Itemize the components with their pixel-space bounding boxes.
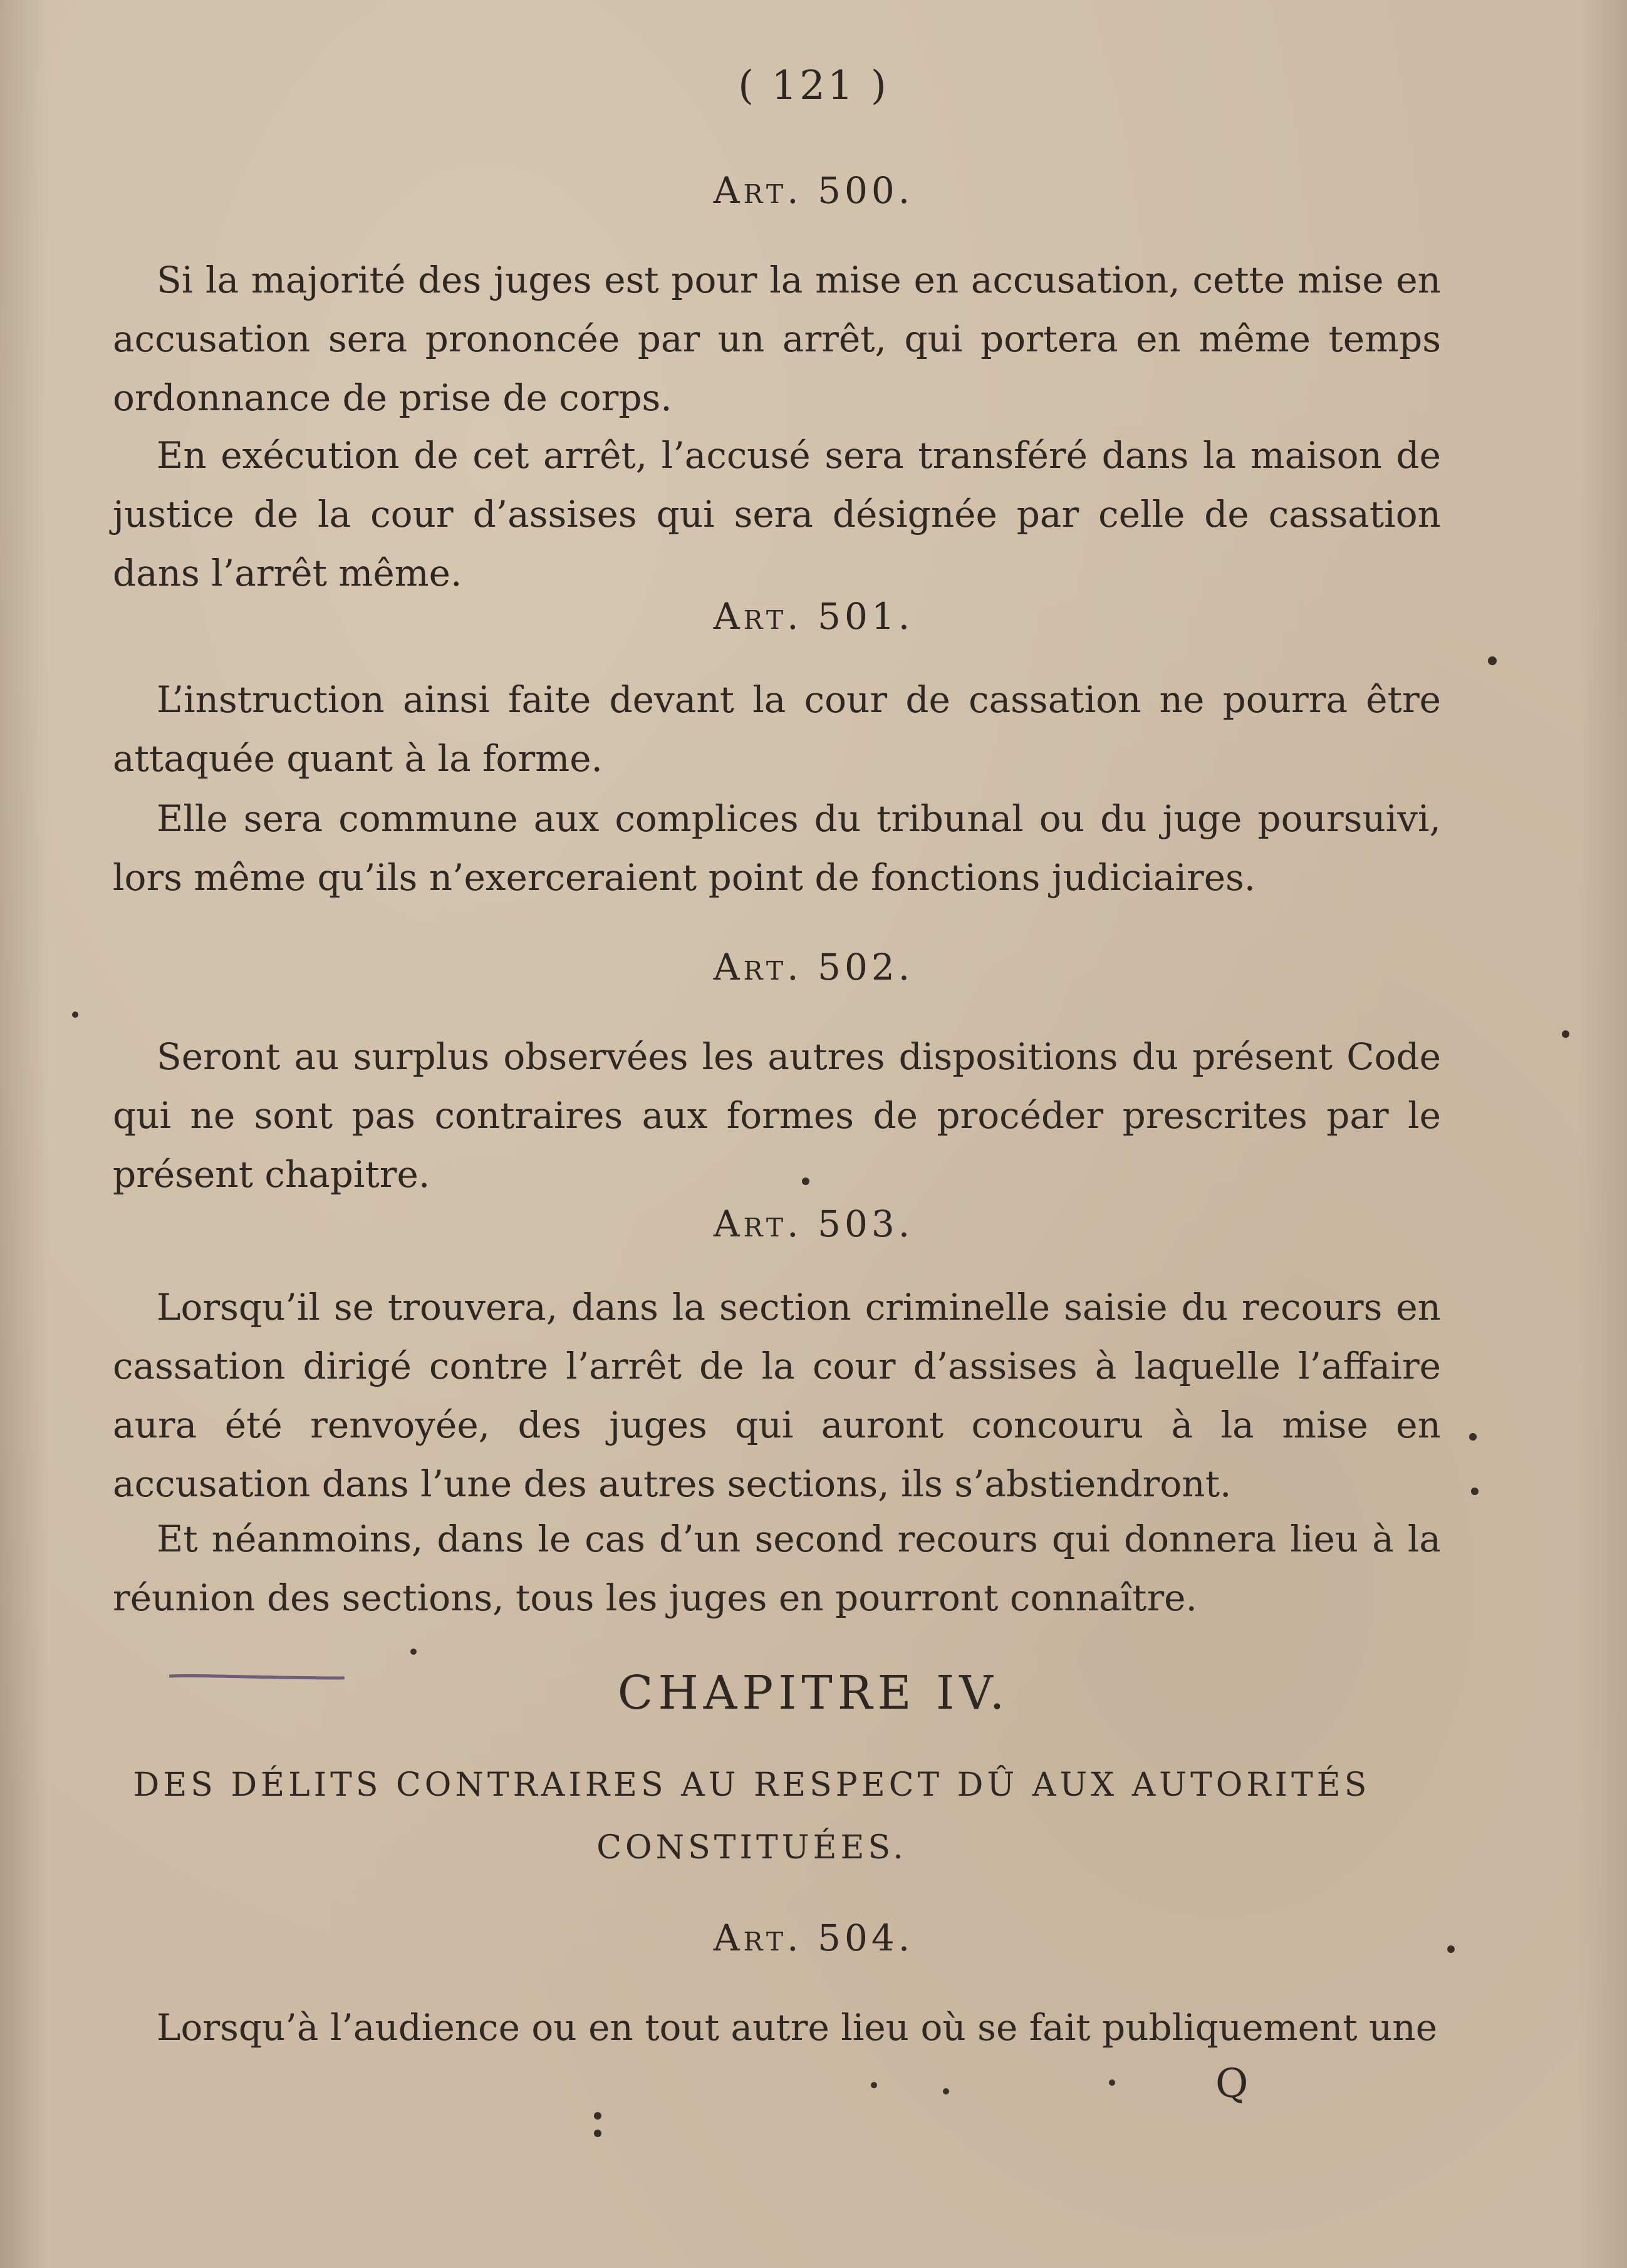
ink-speck [943,2088,949,2095]
ink-speck [1471,1488,1479,1495]
ink-speck [594,2112,601,2120]
article-503-heading [0,1203,1627,1245]
ink-speck [1469,1433,1477,1441]
article-501-paragraph-1: L’instruction ainsi faite devant la cour de cassation ne pourra être attaquée quant à la forme. [113,678,1441,780]
article-504-heading [0,1917,1627,1959]
ink-speck [594,2130,601,2137]
article-502-heading-text: Art. 502. [713,946,914,988]
article-501-paragraph-2: Elle sera commune aux complices du tribunal ou du juge poursuivi, lors même qu’ils n’exerceraient point de fonctions judiciaires. [113,797,1441,899]
ink-speck [1109,2079,1115,2086]
article-501-heading [0,595,1627,638]
article-500-heading-text: Art. 500. [713,169,914,212]
article-500-paragraph-1: Si la majorité des juges est pour la mise en accusation, cette mise en accusation sera prononcée par un arrêt, qui portera en même temps ordonnance de prise de corps. [113,259,1441,419]
ink-speck [871,2082,877,2088]
page-number: ( 121 ) [738,63,889,109]
article-504-paragraph-1: Lorsqu’à l’audience ou en tout autre lieu où se fait publiquement une [157,2006,1438,2049]
article-503-heading-text: Art. 503. [713,1203,914,1245]
article-503-paragraph-2: Et néanmoins, dans le cas d’un second recours qui donnera lieu à la réunion des sections, tous les juges en pourront connaître. [113,1518,1441,1619]
signature-mark: Q [1215,2061,1249,2107]
article-503-paragraph-1: Lorsqu’il se trouvera, dans la section criminelle saisie du recours en cassation dirigé contre l’arrêt de la cour d’assises à laquelle l’affaire aura été renvoyée, des juges qui auront concouru à la mise en accusation dans l’une des autres sections, ils s’abstiendront. [113,1286,1441,1505]
ink-speck [1447,1945,1455,1953]
article-502-paragraph-1: Seront au surplus observées les autres dispositions du présent Code qui ne sont pas contraires aux formes de procéder prescrites par le présent chapitre. [113,1035,1441,1196]
article-501-heading-text: Art. 501. [713,595,914,638]
ink-speck [802,1178,809,1185]
article-500-paragraph-2: En exécution de cet arrêt, l’accusé sera transféré dans la maison de justice de la cour d’assises qui sera désignée par celle de cassation dans l’arrêt même. [113,434,1441,594]
chapter-title: CHAPITRE IV. [617,1666,1010,1720]
chapter-subtitle: DES DÉLITS CONTRAIRES AU RESPECT DÛ AUX AUTORITÉS CONSTITUÉES. [133,1766,1371,1867]
article-502-heading [0,946,1627,988]
ink-speck [72,1012,78,1018]
article-500-heading [0,169,1627,212]
ink-speck [1488,656,1497,665]
ink-speck [1562,1030,1569,1038]
article-504-heading-text: Art. 504. [713,1917,914,1959]
ink-speck [410,1649,417,1655]
